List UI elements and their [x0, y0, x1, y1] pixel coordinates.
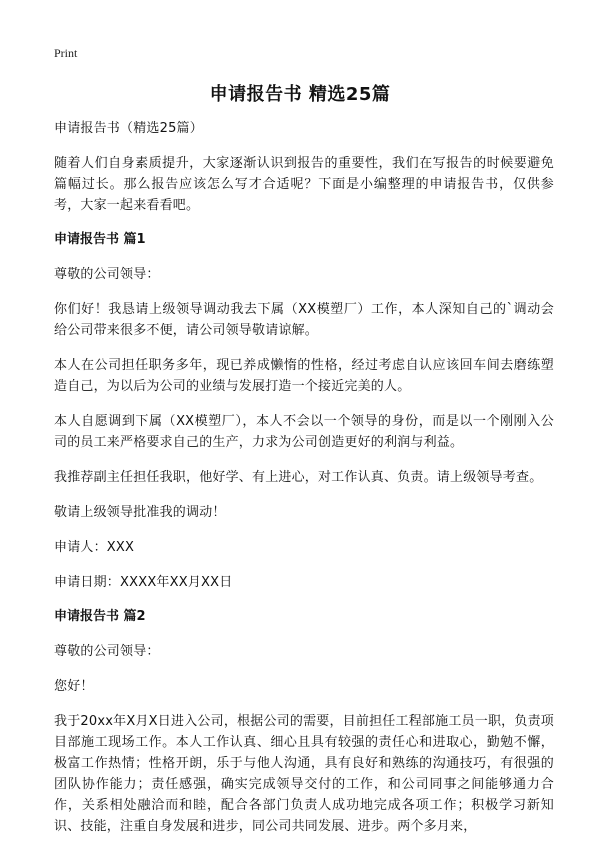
document-subtitle: 申请报告书（精选25篇） [54, 121, 203, 136]
section-heading-1: 申请报告书 篇1 [54, 232, 146, 247]
body-paragraph: 本人自愿调到下属（XX模塑厂），本人不会以一个领导的身份，而是以一个刚刚入公司的员工来严格要求自己的生产，力求为公司创造更好的利润与利益。 [54, 414, 554, 450]
greeting-2: 您好！ [54, 679, 94, 694]
body-paragraph: 我推荐副主任担任我职，他好学、有上进心，对工作认真、负责。请上级领导考查。 [54, 470, 543, 485]
date-line: 申请日期：XXXX年XX月XX日 [54, 575, 233, 590]
body-paragraph: 敬请上级领导批准我的调动！ [54, 505, 226, 520]
applicant-line: 申请人：XXX [54, 540, 135, 555]
page-title: 申请报告书 精选25篇 [209, 84, 391, 105]
section-heading-2: 申请报告书 篇2 [54, 609, 146, 624]
body-paragraph: 你们好！我恳请上级领导调动我去下属（XX模塑厂）工作，本人深知自己的`调动会给公司带来很多不便，请公司领导敬请谅解。 [54, 302, 554, 338]
salutation-2: 尊敬的公司领导： [54, 644, 160, 659]
body-paragraph: 我于20xx年X月X日进入公司，根据公司的需要，目前担任工程部施工员一职，负责项目部施工现场工作。本人工作认真、细心且具有较强的责任心和进取心，勤勉不懈，极富工作热情；性格开朗，乐于与他人沟通，具有良好和熟练的沟通技巧，有很强的团队协作能力；责任感强，确实完成领导交付的工作，和公司同事之间能够通力合作，关系相处融洽而和睦，配合各部门负责人成功地完成各项工作；积极学习新知识、技能，注重自身发展和进步，同公司共同发展、进步。两个多月来， [54, 714, 554, 834]
body-paragraph: 本人在公司担任职务多年，现已养成懒惰的性格，经过考虑自认应该回车间去磨练塑造自己，为以后为公司的业绩与发展打造一个接近完美的人。 [54, 358, 554, 394]
document-body [54, 118, 554, 851]
print-label[interactable]: Print [54, 46, 78, 60]
intro-paragraph: 随着人们自身素质提升，大家逐渐认识到报告的重要性，我们在写报告的时候要避免篇幅过长。那么报告应该怎么写才合适呢？下面是小编整理的申请报告书，仅供参考，大家一起来看看吧。 [54, 156, 554, 213]
salutation-1: 尊敬的公司领导： [54, 267, 160, 282]
